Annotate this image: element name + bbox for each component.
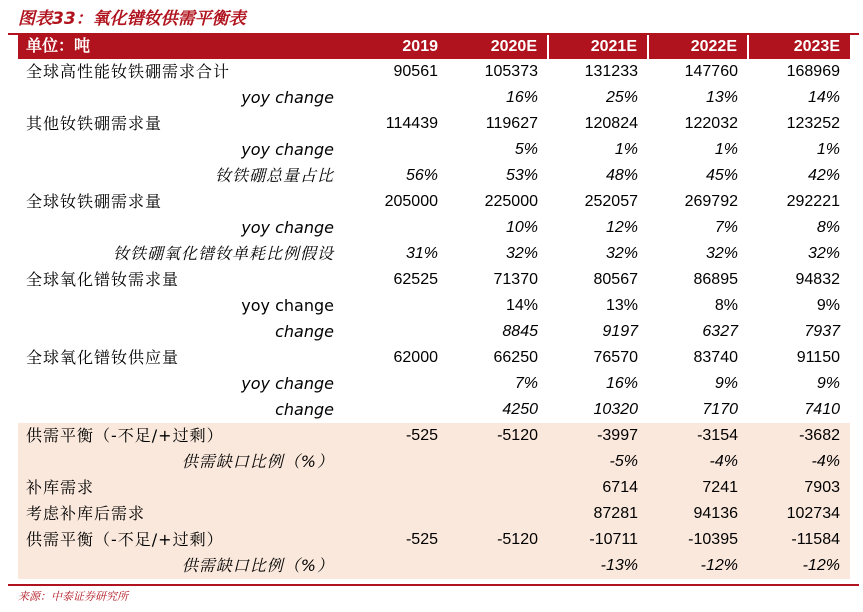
cell: [348, 319, 448, 345]
cell: [448, 449, 548, 475]
cell: [348, 475, 448, 501]
cell: 5%: [514, 141, 538, 158]
cell: -12%: [648, 553, 748, 579]
table-row: [18, 371, 850, 397]
cell: 90561: [393, 63, 438, 80]
cell: 71370: [493, 271, 538, 288]
cell: 147760: [684, 63, 738, 80]
cell: 4250: [502, 401, 538, 418]
cell: 292221: [786, 193, 840, 210]
row-label: 钕铁硼总量占比: [214, 166, 334, 185]
cell: 6714: [548, 475, 648, 501]
table-row: [18, 319, 850, 345]
cell: [348, 553, 448, 579]
cell: 102734: [748, 501, 850, 527]
cell: 31%: [405, 245, 438, 262]
row-label: 全球氧化镨钕供应量: [26, 348, 180, 367]
table-row: [18, 85, 850, 111]
cell: [448, 553, 548, 579]
cell: [348, 371, 448, 397]
cell: -525: [348, 527, 448, 553]
year-header: 2022E: [648, 35, 748, 59]
cell: 66250: [493, 349, 538, 366]
cell: 42%: [807, 167, 840, 184]
table-row: [18, 189, 850, 215]
cell: 205000: [384, 193, 438, 210]
cell: 53%: [505, 167, 538, 184]
cell: 14%: [505, 297, 538, 314]
source-note: 来源：中泰证券研究所: [18, 590, 128, 603]
row-label: 考虑补库后需求: [18, 501, 348, 527]
cell: 9197: [602, 323, 638, 340]
cell: 12%: [605, 219, 638, 236]
cell: 1%: [816, 141, 840, 158]
cell: [348, 397, 448, 423]
cell: 7170: [702, 401, 738, 418]
cell: -4%: [648, 449, 748, 475]
year-header: 2019: [348, 35, 448, 59]
cell: -3997: [548, 423, 648, 449]
cell: -10395: [648, 527, 748, 553]
cell: 9%: [714, 375, 738, 392]
cell: 32%: [705, 245, 738, 262]
table-row: [18, 527, 850, 553]
cell: 8%: [714, 297, 738, 314]
row-label: 供需平衡（-不足/+过剩）: [18, 527, 348, 553]
table-row: [18, 59, 850, 85]
row-label: 供需缺口比例（%）: [18, 449, 348, 475]
row-label: yoy change: [241, 140, 334, 159]
row-label: 全球高性能钕铁硼需求合计: [26, 62, 231, 81]
cell: 76570: [593, 349, 638, 366]
table-row: [18, 475, 850, 501]
row-label: 其他钕铁硼需求量: [26, 114, 163, 133]
cell: -12%: [748, 553, 850, 579]
cell: 105373: [484, 63, 538, 80]
cell: 269792: [684, 193, 738, 210]
cell: 120824: [584, 115, 638, 132]
cell: 7937: [804, 323, 840, 340]
cell: [348, 137, 448, 163]
year-header: 2021E: [548, 35, 648, 59]
cell: 62525: [393, 271, 438, 288]
table-row: [18, 553, 850, 579]
cell: 9%: [816, 375, 840, 392]
cell: 8%: [816, 219, 840, 236]
cell: 25%: [605, 89, 638, 106]
footer-rule: [8, 584, 859, 586]
row-label: yoy change: [241, 218, 334, 237]
cell: 16%: [505, 89, 538, 106]
table-row: [18, 449, 850, 475]
cell: 56%: [405, 167, 438, 184]
cell: 252057: [584, 193, 638, 210]
cell: 1%: [614, 141, 638, 158]
cell: -3682: [748, 423, 850, 449]
year-header: 2023E: [748, 35, 850, 59]
cell: 7%: [714, 219, 738, 236]
table-row: [18, 501, 850, 527]
cell: [348, 501, 448, 527]
row-label: 全球氧化镨钕需求量: [26, 270, 180, 289]
table-row: [18, 241, 850, 267]
cell: 7903: [748, 475, 850, 501]
cell: [348, 449, 448, 475]
cell: 7%: [514, 375, 538, 392]
cell: [348, 293, 448, 319]
cell: -5%: [548, 449, 648, 475]
cell: 62000: [393, 349, 438, 366]
row-label: 供需缺口比例（%）: [18, 553, 348, 579]
row-label: 钕铁硼氧化镨钕单耗比例假设: [112, 244, 334, 263]
cell: 45%: [705, 167, 738, 184]
cell: -4%: [748, 449, 850, 475]
cell: 10%: [505, 219, 538, 236]
header-row: [18, 35, 850, 59]
table-row: [18, 111, 850, 137]
cell: 123252: [786, 115, 840, 132]
cell: -11584: [748, 527, 850, 553]
table-row: [18, 293, 850, 319]
cell: 6327: [702, 323, 738, 340]
table-row: [18, 423, 850, 449]
row-label: 全球钕铁硼需求量: [26, 192, 163, 211]
cell: 80567: [593, 271, 638, 288]
cell: 10320: [593, 401, 638, 418]
cell: 9%: [816, 297, 840, 314]
cell: -13%: [548, 553, 648, 579]
cell: 225000: [484, 193, 538, 210]
cell: [448, 475, 548, 501]
cell: 7241: [648, 475, 748, 501]
figure-title: 图表33：氧化镨钕供需平衡表: [18, 9, 246, 29]
cell: 91150: [796, 349, 840, 366]
cell: 13%: [705, 89, 738, 106]
cell: -3154: [648, 423, 748, 449]
cell: -5120: [448, 423, 548, 449]
cell: 32%: [807, 245, 840, 262]
row-label: yoy change: [241, 88, 334, 107]
row-label: change: [275, 322, 334, 341]
table-row: [18, 345, 850, 371]
cell: 14%: [807, 89, 840, 106]
table-row: [18, 397, 850, 423]
cell: 32%: [505, 245, 538, 262]
year-header: 2020E: [448, 35, 548, 59]
cell: 119627: [485, 115, 538, 132]
cell: 1%: [714, 141, 738, 158]
cell: [348, 85, 448, 111]
cell: 131233: [584, 63, 638, 80]
cell: 8845: [502, 323, 538, 340]
row-label: change: [275, 400, 334, 419]
cell: 94136: [648, 501, 748, 527]
table-row: [18, 267, 850, 293]
cell: 87281: [548, 501, 648, 527]
cell: 32%: [605, 245, 638, 262]
unit-header: 单位：吨: [18, 35, 348, 59]
cell: -525: [348, 423, 448, 449]
supply-demand-table: [18, 35, 850, 579]
cell: 48%: [605, 167, 638, 184]
cell: -5120: [448, 527, 548, 553]
row-label: yoy change: [241, 374, 334, 393]
cell: 168969: [786, 63, 840, 80]
cell: 83740: [693, 349, 738, 366]
cell: 122032: [684, 115, 738, 132]
cell: 16%: [605, 375, 638, 392]
cell: [348, 215, 448, 241]
cell: [448, 501, 548, 527]
row-label: 供需平衡（-不足/+过剩）: [18, 423, 348, 449]
cell: 94832: [795, 271, 840, 288]
table-row: [18, 215, 850, 241]
cell: 86895: [693, 271, 738, 288]
table-row: [18, 163, 850, 189]
row-label: 补库需求: [18, 475, 348, 501]
table-row: [18, 137, 850, 163]
row-label: yoy change: [241, 296, 334, 315]
cell: 13%: [605, 297, 638, 314]
cell: 7410: [804, 401, 840, 418]
cell: 114439: [385, 115, 438, 132]
cell: -10711: [548, 527, 648, 553]
